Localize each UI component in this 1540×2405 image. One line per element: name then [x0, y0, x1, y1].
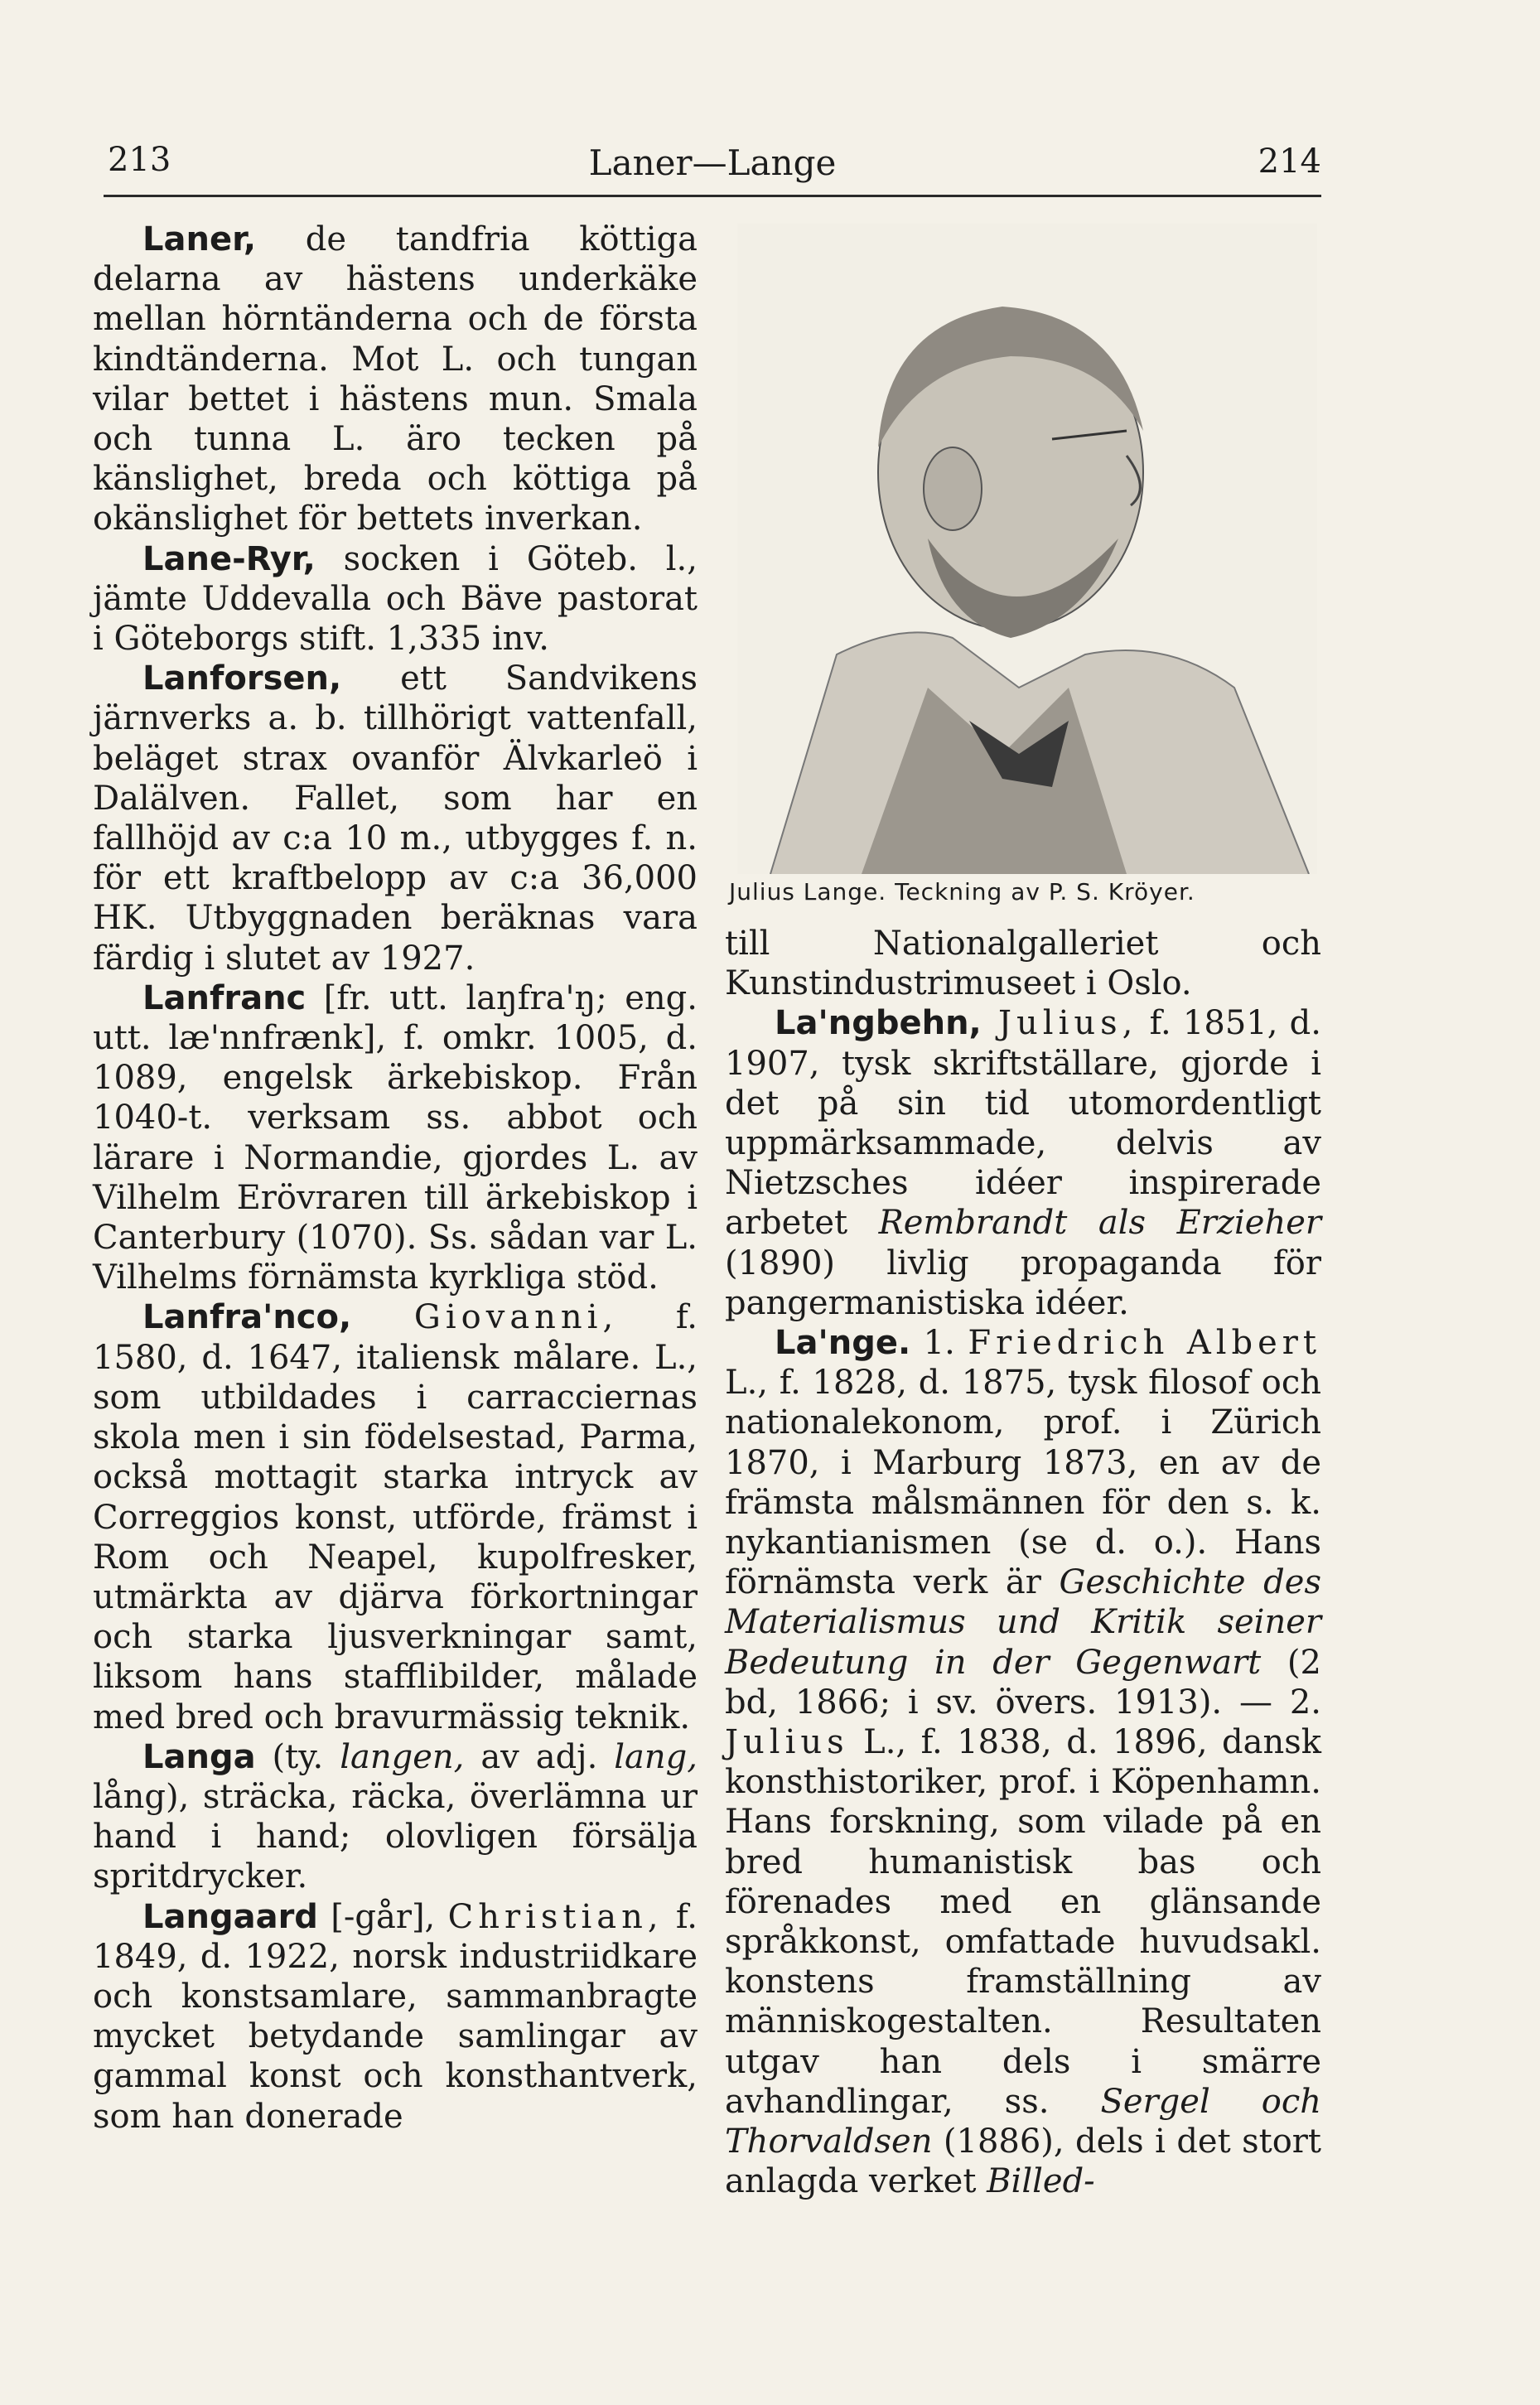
entry-lanfranc: Lanfranc [fr. utt. laŋfra'ŋ; eng. utt. læ'nnfrænk], f. omkr. 1005, d. 1089, engelsk ärkebiskop. Från 1040-t. verksam ss. abbot och lärare i Normandie, gjordes L. av Vilhelm Erövraren till ärkebiskop i Canterbury (1070). Ss. sådan var L. Vilhelms förnämsta kyrkliga stöd. — [93, 978, 698, 1297]
entry-langbehn: La'ngbehn, Julius, f. 1851, d. 1907, tysk skriftställare, gjorde i det på sin tid utomordentligt uppmärksammade, delvis av Nietzsches idéer inspirerade arbetet Rembrandt als Erzieher (1890) livlig propaganda för pangermanistiska idéer. — [725, 1004, 1322, 1322]
header-rule — [104, 195, 1321, 197]
entry-lange: La'nge. 1. Friedrich Albert L., f. 1828, d. 1875, tysk filosof och nationalekonom, prof. i Zürich 1870, i Marburg 1873, en av de främsta målsmännen för den s. k. nykantianismen (se d. o.). Hans förnämsta verk är Geschichte des Materialismus und Kritik seiner Bedeutung in der Gegenwart (2 bd, 1866; i sv. övers. 1913). — 2. Julius L., f. 1838, d. 1896, dansk konsthistoriker, prof. i Köpenhamn. Hans forskning, som vilade på en bred humanistisk bas och förenades med en glänsande språkkonst, omfattade huvudsakl. konstens framställning av människogestalten. Resultaten utgav han dels i smärre avhandlingar, ss. Sergel och Thorvaldsen (1886), dels i det stort anlagda verket Billed- — [725, 1324, 1321, 2201]
entry-laner: Laner, de tandfria köttiga delarna av hästens underkäke mellan hörntänderna och de första kindtänderna. Mot L. och tungan vilar bettet i hästens mun. Smala och tunna L. äro tecken på känslighet, breda och köttiga på okänslighet för bettets inverkan. — [93, 220, 698, 538]
continuation-langaard: till Nationalgalleriet och Kunstindustrimuseet i Oslo. — [725, 925, 1321, 1003]
entry-lanforsen: Lanforsen, ett Sandvikens järnverks a. b. tillhörigt vattenfall, beläget strax ovanför Älvkarleö i Dalälven. Fallet, som har en fallhöjd av c:a 10 m., utbygges f. n. för ett kraftbelopp av c:a 36,000 HK. Utbyggnaden beräknas vara färdig i slutet av 1927. — [93, 659, 698, 978]
entry-lanfranco: Lanfra'nco, Giovanni, f. 1580, d. 1647, italiensk målare. L., som utbildades i carracciernas skola men i sin födelsestad, Parma, också mottagit starka intryck av Correggios konst, utförde, främst i Rom och Neapel, kupolfresker, utmärkta av djärva förkortningar och starka ljusverkningar samt, liksom hans stafflibilder, målade med bred och bravurmässig teknik. — [93, 1298, 698, 1736]
right-column — [725, 924, 1321, 2202]
entry-lane-ryr: Lane-Ryr, socken i Göteb. l., jämte Uddevalla och Bäve pastorat i Göteborgs stift. 1,335 inv. — [93, 539, 698, 659]
entry-langa: Langa (ty. langen, av adj. lang, lång), sträcka, räcka, överlämna ur hand i hand; olovligen försälja spritdrycker. — [93, 1737, 698, 1896]
page-number-left: 213 — [108, 141, 171, 179]
left-column — [93, 220, 698, 2137]
entry-langaard: Langaard [-går], Christian, f. 1849, d. 1922, norsk industriidkare och konstsamlare, sammanbragte mycket betydande samlingar av gammal konst och konsthantverk, som han donerade — [93, 1897, 698, 2136]
portrait-caption: Julius Lange. Teckning av P. S. Kröyer. — [729, 878, 1195, 905]
page-number-right: 214 — [1258, 142, 1321, 181]
portrait-julius-lange — [737, 224, 1317, 874]
running-title: Laner—Lange — [588, 142, 837, 183]
page-header — [104, 124, 1321, 182]
